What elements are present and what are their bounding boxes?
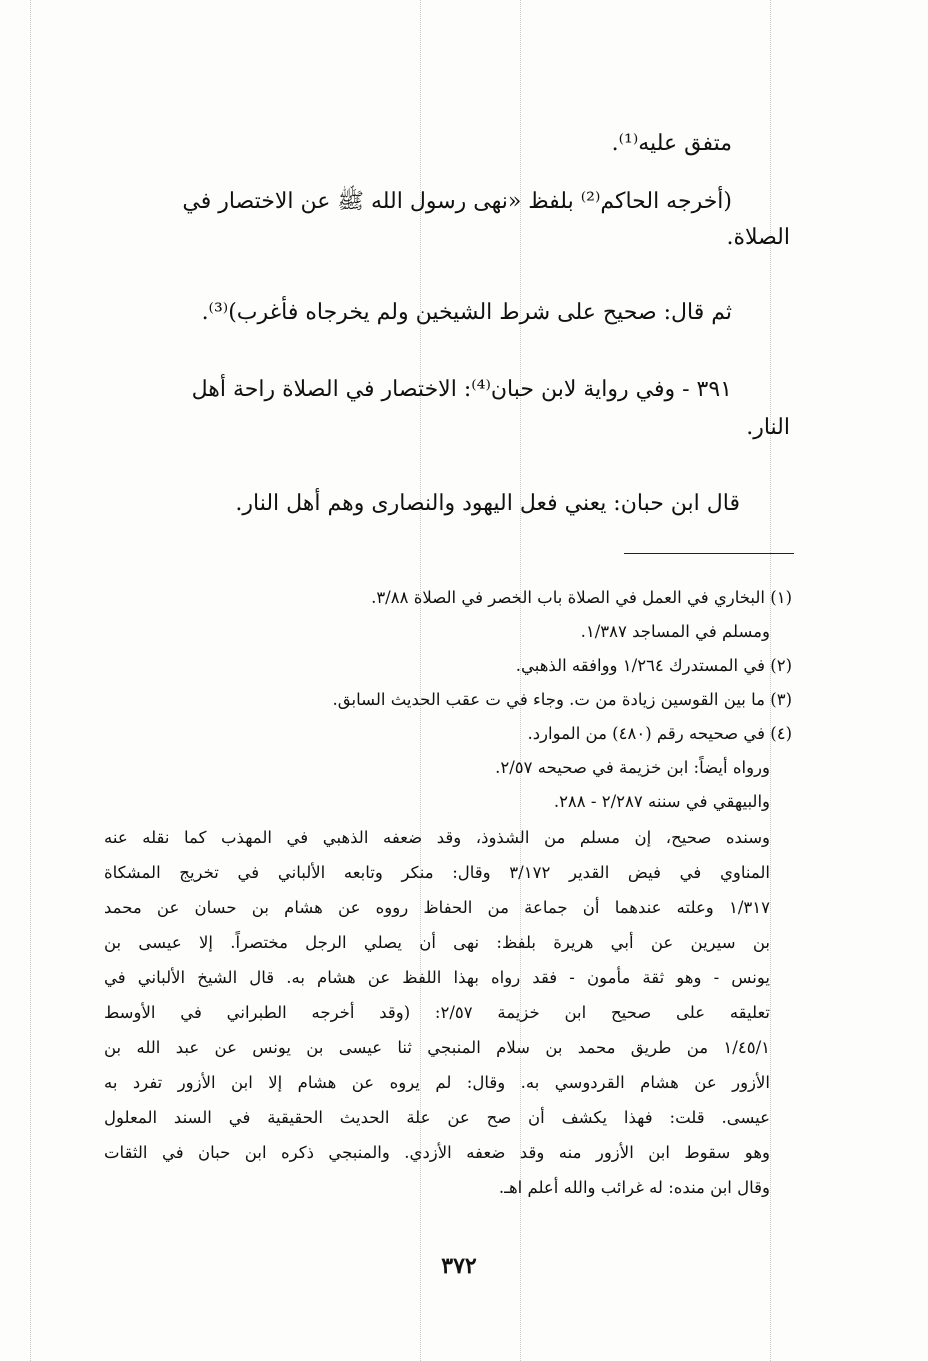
footnote-line: (٤) في صحيحه رقم (٤٨٠) من الموارد. — [527, 724, 792, 743]
footnote-line: ١/٣١٧ وعلته عندهما أن جماعة من الحفاظ رووه عن هشام بن حسان عن محمد — [104, 898, 770, 917]
footnote-line: (٢) في المستدرك ١/٢٦٤ ووافقه الذهبي. — [515, 656, 792, 675]
text-line: ٣٩١ - وفي رواية لابن حبان⁽⁴⁾: الاختصار في الصلاة راحة أهل — [191, 377, 732, 402]
text-line: النار. — [746, 415, 790, 440]
footnote-line: تعليقه على صحيح ابن خزيمة ٢/٥٧: (وقد أخرجه الطبراني في الأوسط — [104, 1003, 771, 1022]
footnote-line: ١/٤٥/١ من طريق محمد بن سلام المنبجي ثنا عيسى بن يونس عن عبد الله بن — [104, 1038, 770, 1057]
footnote-line: ومسلم في المساجد ١/٣٨٧. — [580, 622, 770, 641]
footnote-line: وهو سقوط ابن الأزور منه وقد ضعفه الأزدي. والمنبجي ذكره ابن حبان في الثقات — [104, 1143, 770, 1162]
footnote-separator — [624, 553, 794, 554]
footnote-line: والبيهقي في سننه ٢/٢٨٧ - ٢٨٨. — [553, 792, 770, 811]
footnote-line: وسنده صحيح، إن مسلم من الشذوذ، وقد ضعفه الذهبي في المهذب كما نقله عنه — [104, 828, 770, 847]
text-line: متفق عليه⁽¹⁾. — [611, 131, 732, 156]
scan-dotted-line — [770, 0, 771, 1361]
text-line: الصلاة. — [726, 225, 790, 250]
text-line: ثم قال: صحيح على شرط الشيخين ولم يخرجاه فأغرب)⁽³⁾. — [201, 300, 732, 325]
footnote-line: عيسى. قلت: فهذا يكشف أن صح عن علة الحديث الحقيقية في السند المعلول — [104, 1108, 770, 1127]
footnote-line: يونس - وهو ثقة مأمون - فقد رواه بهذا اللفظ عن هشام به. قال الشيخ الألباني في — [104, 968, 770, 987]
footnote-line: الأزور عن هشام القردوسي به. وقال: لم يروه عن هشام إلا ابن الأزور تفرد به — [104, 1073, 770, 1092]
footnote-line: وقال ابن منده: له غرائب والله أعلم اهـ. — [498, 1178, 770, 1197]
footnote-line: المناوي في فيض القدير ٣/١٧٢ وقال: منكر وتابعه الألباني في تخريج المشكاة — [104, 863, 771, 882]
footnote-line: (١) البخاري في العمل في الصلاة باب الخصر في الصلاة ٣/٨٨. — [371, 588, 792, 607]
text-line: قال ابن حبان: يعني فعل اليهود والنصارى وهم أهل النار. — [235, 491, 740, 516]
scan-dotted-line — [30, 0, 31, 1361]
footnote-line: ورواه أيضاً: ابن خزيمة في صحيحه ٢/٥٧. — [495, 758, 770, 777]
page-number: ٣٧٢ — [441, 1253, 477, 1279]
footnote-line: بن سيرين عن أبي هريرة بلفظ: نهى أن يصلي الرجل مختصراً. إلا عيسى بن — [104, 933, 770, 952]
footnote-line: (٣) ما بين القوسين زيادة من ت. وجاء في ت عقب الحديث السابق. — [332, 690, 792, 709]
text-line: (أخرجه الحاكم⁽²⁾ بلفظ «نهى رسول الله ﷺ عن الاختصار في — [182, 189, 732, 214]
